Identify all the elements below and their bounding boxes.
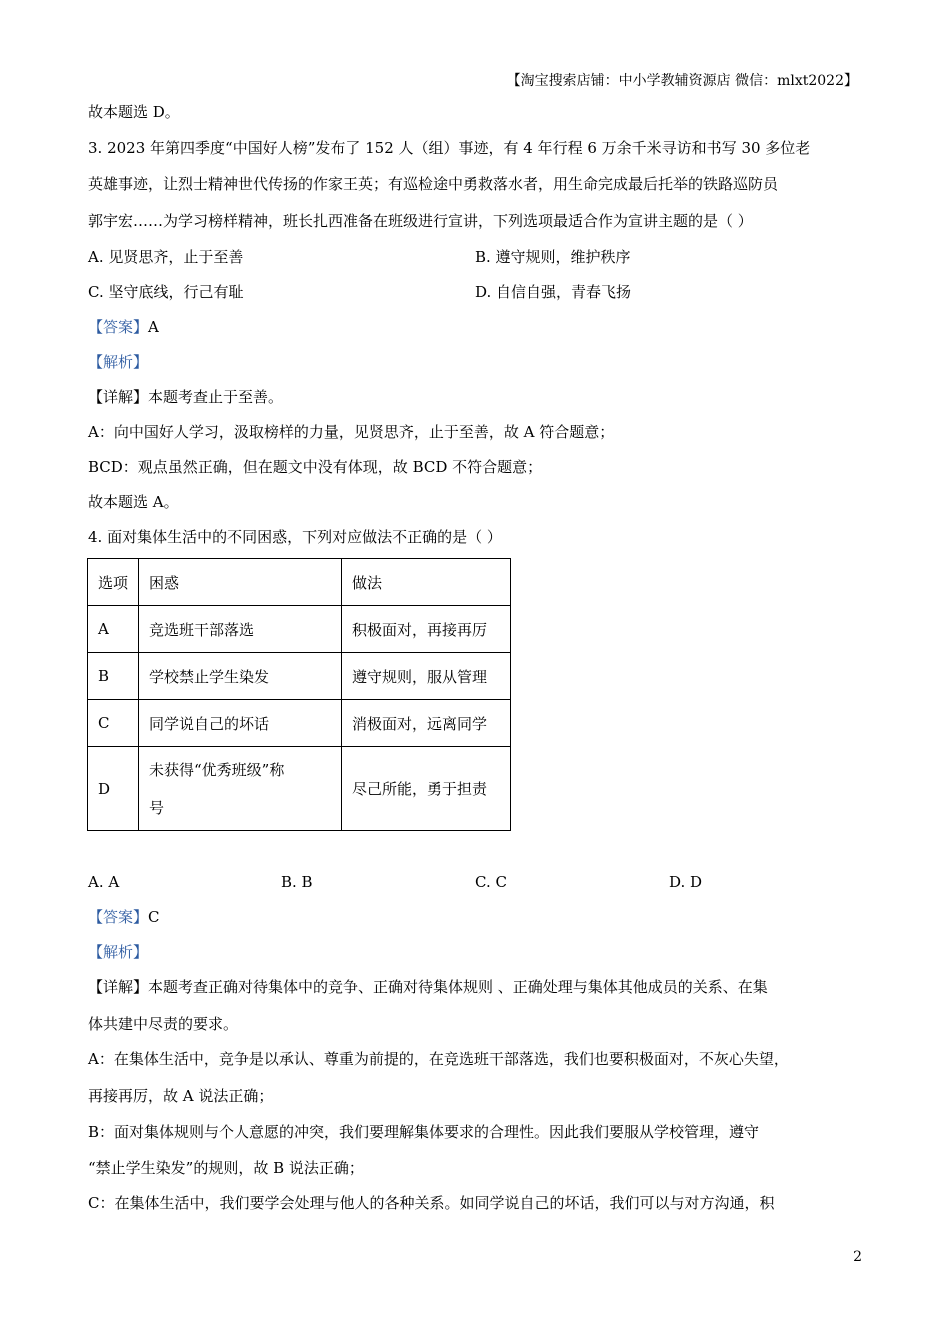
q4-analysis-label: 【解析】 [88, 943, 149, 961]
q3-expl-1: A：向中国好人学习，汲取榜样的力量，见贤思齐，止于至善，故 A 符合题意； [88, 423, 615, 441]
q4-detail-label: 【详解】 [88, 978, 149, 996]
table-cell: C [88, 700, 139, 747]
q4-detail-line-2: 体共建中尽责的要求。 [88, 1015, 239, 1033]
table-cell-multiline [139, 747, 342, 831]
q4-answer-line [88, 907, 160, 927]
q4-detail-line-1 [88, 977, 768, 997]
table-header-row [88, 559, 511, 606]
table-row [88, 747, 511, 831]
q3-detail-label: 【详解】 [88, 388, 149, 406]
table-cell: 竞选班干部落选 [139, 606, 342, 653]
q3-option-d: D. 自信自强，青春飞扬 [475, 283, 632, 301]
q3-analysis-label: 【解析】 [88, 353, 149, 371]
table-row [88, 700, 511, 747]
table-row [88, 653, 511, 700]
q3-option-a: A. 见贤思齐，止于至善 [88, 248, 244, 266]
q4-expl-1: A：在集体生活中，竞争是以承认、尊重为前提的，在竞选班干部落选，我们也要积极面对，不灰心失望， [88, 1050, 789, 1068]
q4-option-d: D. D [669, 873, 703, 891]
table-cell: 积极面对，再接再厉 [342, 606, 511, 653]
q3-detail-line [88, 387, 283, 407]
table-cell: A [88, 606, 139, 653]
prev-conclusion: 故本题选 D。 [88, 103, 180, 121]
q4-option-a: A. A [88, 873, 120, 891]
table-cell: 遵守规则，服从管理 [342, 653, 511, 700]
table-cell-line: 号 [149, 798, 165, 817]
q4-answer-label: 【答案】 [88, 908, 149, 926]
q4-expl-5: C：在集体生活中，我们要学会处理与他人的各种关系。如同学说自己的坏话，我们可以与对方沟通，积 [88, 1194, 775, 1212]
table-header-problem: 困惑 [139, 559, 342, 606]
page-header: 【淘宝搜索店铺：中小学教辅资源店 微信：mlxt2022】 [506, 73, 858, 89]
table-header-action: 做法 [342, 559, 511, 606]
q3-answer: A [148, 318, 159, 336]
q4-expl-3: B：面对集体规则与个人意愿的冲突，我们要理解集体要求的合理性。因此我们要服从学校管理，遵守 [88, 1123, 760, 1141]
q4-stem: 4. 面对集体生活中的不同困惑，下列对应做法不正确的是（ ） [88, 528, 502, 546]
q3-stem-line-3: 郭宇宏……为学习榜样精神，班长扎西准备在班级进行宣讲，下列选项最适合作为宣讲主题的是（ ） [88, 212, 753, 230]
q3-stem-line-2: 英雄事迹，让烈士精神世代传扬的作家王英；有巡检途中勇救落水者，用生命完成最后托举的铁路巡防员 [88, 175, 779, 193]
table-cell: D [88, 747, 139, 831]
q4-expl-2: 再接再厉，故 A 说法正确； [88, 1087, 274, 1105]
table-cell: 尽己所能，勇于担责 [342, 747, 511, 831]
q4-option-c: C. C [475, 873, 507, 891]
q3-expl-3: 故本题选 A。 [88, 493, 179, 511]
q4-detail-1: 本题考查正确对待集体中的竞争、正确对待集体规则 、正确处理与集体其他成员的关系、在集 [148, 978, 768, 996]
table-cell: 学校禁止学生染发 [139, 653, 342, 700]
table-cell-line: 未获得“优秀班级”称 [149, 760, 285, 779]
q4-table [87, 558, 511, 831]
q3-option-c: C. 坚守底线，行己有耻 [88, 283, 244, 301]
q3-answer-label: 【答案】 [88, 318, 149, 336]
q3-detail: 本题考查止于至善。 [148, 388, 284, 406]
q3-stem-line-1: 3. 2023 年第四季度“中国好人榜”发布了 152 人（组）事迹，有 4 年行程 6 万余千米寻访和书写 30 多位老 [88, 139, 811, 157]
table-cell: 消极面对，远离同学 [342, 700, 511, 747]
table-row [88, 606, 511, 653]
table-cell: 同学说自己的坏话 [139, 700, 342, 747]
table-cell: B [88, 653, 139, 700]
q3-option-b: B. 遵守规则，维护秩序 [475, 248, 631, 266]
q4-answer: C [148, 908, 160, 926]
q4-option-b: B. B [281, 873, 313, 891]
q4-expl-4: “禁止学生染发”的规则，故 B 说法正确； [88, 1159, 364, 1177]
q3-expl-2: BCD：观点虽然正确，但在题文中没有体现，故 BCD 不符合题意； [88, 458, 543, 476]
page-number: 2 [853, 1249, 862, 1265]
q3-answer-line [88, 317, 159, 337]
table-header-option: 选项 [88, 559, 139, 606]
